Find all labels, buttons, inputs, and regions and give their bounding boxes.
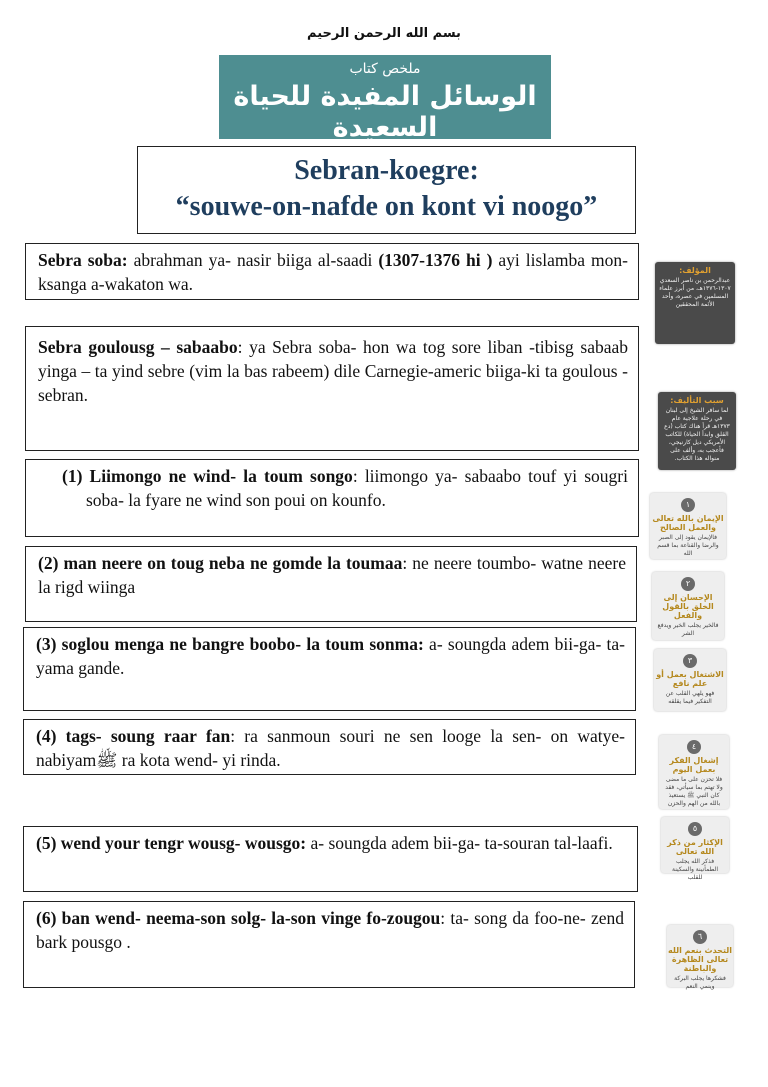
card-number: ٢ <box>681 577 695 591</box>
card-body: فلا تحزن على ما مضى ولا تهتم بما سيأتي، فقد كان النبي ﷺ يستعيذ بالله من الهم والحزن <box>665 776 723 807</box>
section-text: ayi lislamba mon- ksanga a-wakaton wa. <box>38 250 628 294</box>
section-text: : ta- song da foo-ne- zend bark pousgo . <box>36 908 624 952</box>
author-dates: (1307-1376 hi ) <box>378 250 493 270</box>
section-label: Sebra soba: <box>38 250 128 270</box>
card-title: المؤلف: <box>679 266 711 275</box>
card-body: فذكر الله يجلب الطمأنينة والسكينة للقلب <box>671 858 719 881</box>
book-title-banner <box>219 55 551 143</box>
section-text: a- soungda adem bii-ga- ta-souran tal-laafi. <box>306 833 613 853</box>
means-card-6 <box>667 925 733 990</box>
section-author <box>25 243 639 300</box>
section-label: (4) tags- soung raar fan <box>36 726 231 746</box>
section-means-3 <box>23 627 636 711</box>
section-label: (6) ban wend- neema-son solg- la-son vinge fo-zougou <box>36 908 441 928</box>
card-body: فشكرها يجلب البركة وينمي النعم <box>674 975 726 990</box>
section-reason <box>25 326 639 451</box>
section-text: : ra sanmoun souri ne sen looge la sen- on watye-nabiyamﷺ ra kota wend- yi rinda. <box>36 726 625 770</box>
card-body: فالإيمان يقود إلى الصبر والرضا والقناعة بما قسم الله <box>657 534 719 557</box>
card-number: ٦ <box>693 930 707 944</box>
means-card-3 <box>654 649 726 711</box>
section-means-1 <box>25 459 639 537</box>
means-card-2 <box>652 572 724 640</box>
section-text: : liimongo ya- sabaabo touf yi sougri soba- la fyare ne wind son poui on kounfo. <box>86 466 628 510</box>
card-number: ٣ <box>683 654 697 668</box>
section-means-5 <box>23 826 638 892</box>
means-card-5 <box>661 817 729 881</box>
reason-card <box>658 392 736 470</box>
section-label: (2) man neere on toug neba ne gomde la toumaa <box>38 553 403 573</box>
section-label: (3) soglou menga ne bangre boobo- la toum sonma: <box>36 634 424 654</box>
card-title: الاشتغال بعمل أو علم نافع <box>656 670 724 688</box>
title-line-1: Sebran-koegre: <box>294 155 479 186</box>
title-line-2: “souwe-on-nafde on kont vi noogo” <box>175 191 598 222</box>
card-body: لما سافر الشيخ إلى لبنان في رحلة علاجية عام ١٣٧٣هـ قرأ هناك كتاب (دع القلق وابدأ الحياة) للكاتب الأمريكي ديل كارنيجي، فأعجب به، وألف على منواله هذا الكتاب. <box>664 407 730 462</box>
section-text: : ya Sebra soba- hon wa tog sore liban -tibisg sabaab yinga – ta yind sebre (vim la bas rabeem) dile Carnegie-americ biiga-ki ta goulous -sebran. <box>38 337 628 405</box>
section-text: abrahman ya- nasir biiga al-saadi <box>127 250 379 270</box>
section-label: Sebra goulousg – sabaabo <box>38 337 238 357</box>
card-title: سبب التأليف: <box>670 396 724 405</box>
card-number: ٤ <box>687 740 701 754</box>
card-title: الإحسان إلى الخلق بالقول والفعل <box>662 593 714 620</box>
author-card <box>655 262 735 344</box>
section-text: : ne neere toumbo- watne neere la rigd wiinga <box>38 553 626 597</box>
card-number: ١ <box>681 498 695 512</box>
section-label: (1) Liimongo ne wind- la toum songo <box>62 466 353 486</box>
page-title <box>137 146 636 234</box>
section-text: a- soungda adem bii-ga- ta- yama gande. <box>36 634 625 678</box>
section-label: (5) wend your tengr wousg- wousgo: <box>36 833 307 853</box>
card-title: الإكثار من ذكر الله تعالى <box>667 838 723 856</box>
card-body: فالخير يجلب الخير ويدفع الشر <box>657 622 719 637</box>
banner-title: الوسائل المفيدة للحياة السعيدة <box>233 81 537 143</box>
section-means-2 <box>25 546 637 622</box>
section-means-4 <box>23 719 636 775</box>
means-card-1 <box>650 493 726 559</box>
card-body: عبدالرحمن بن ناصر السعدي ١٣٠٧-١٣٧٦هـ، من أبرز علماء المسلمين في عصره، وأحد الأئمة المحققين <box>659 277 731 308</box>
card-title: التحدث بنعم الله تعالى الظاهرة والباطنة <box>668 946 732 973</box>
card-number: ٥ <box>688 822 702 836</box>
means-card-4 <box>659 735 729 809</box>
card-title: إشغال الفكر بعمل اليوم <box>669 756 719 774</box>
banner-subtitle: ملخص كتاب <box>349 61 421 77</box>
basmala: بسم الله الرحمن الرحيم <box>307 26 461 41</box>
card-title: الإيمان بالله تعالى والعمل الصالح <box>652 514 724 532</box>
card-body: فهو يلهي القلب عن التفكير فيما يقلقه <box>665 690 715 705</box>
section-means-6 <box>23 901 635 988</box>
